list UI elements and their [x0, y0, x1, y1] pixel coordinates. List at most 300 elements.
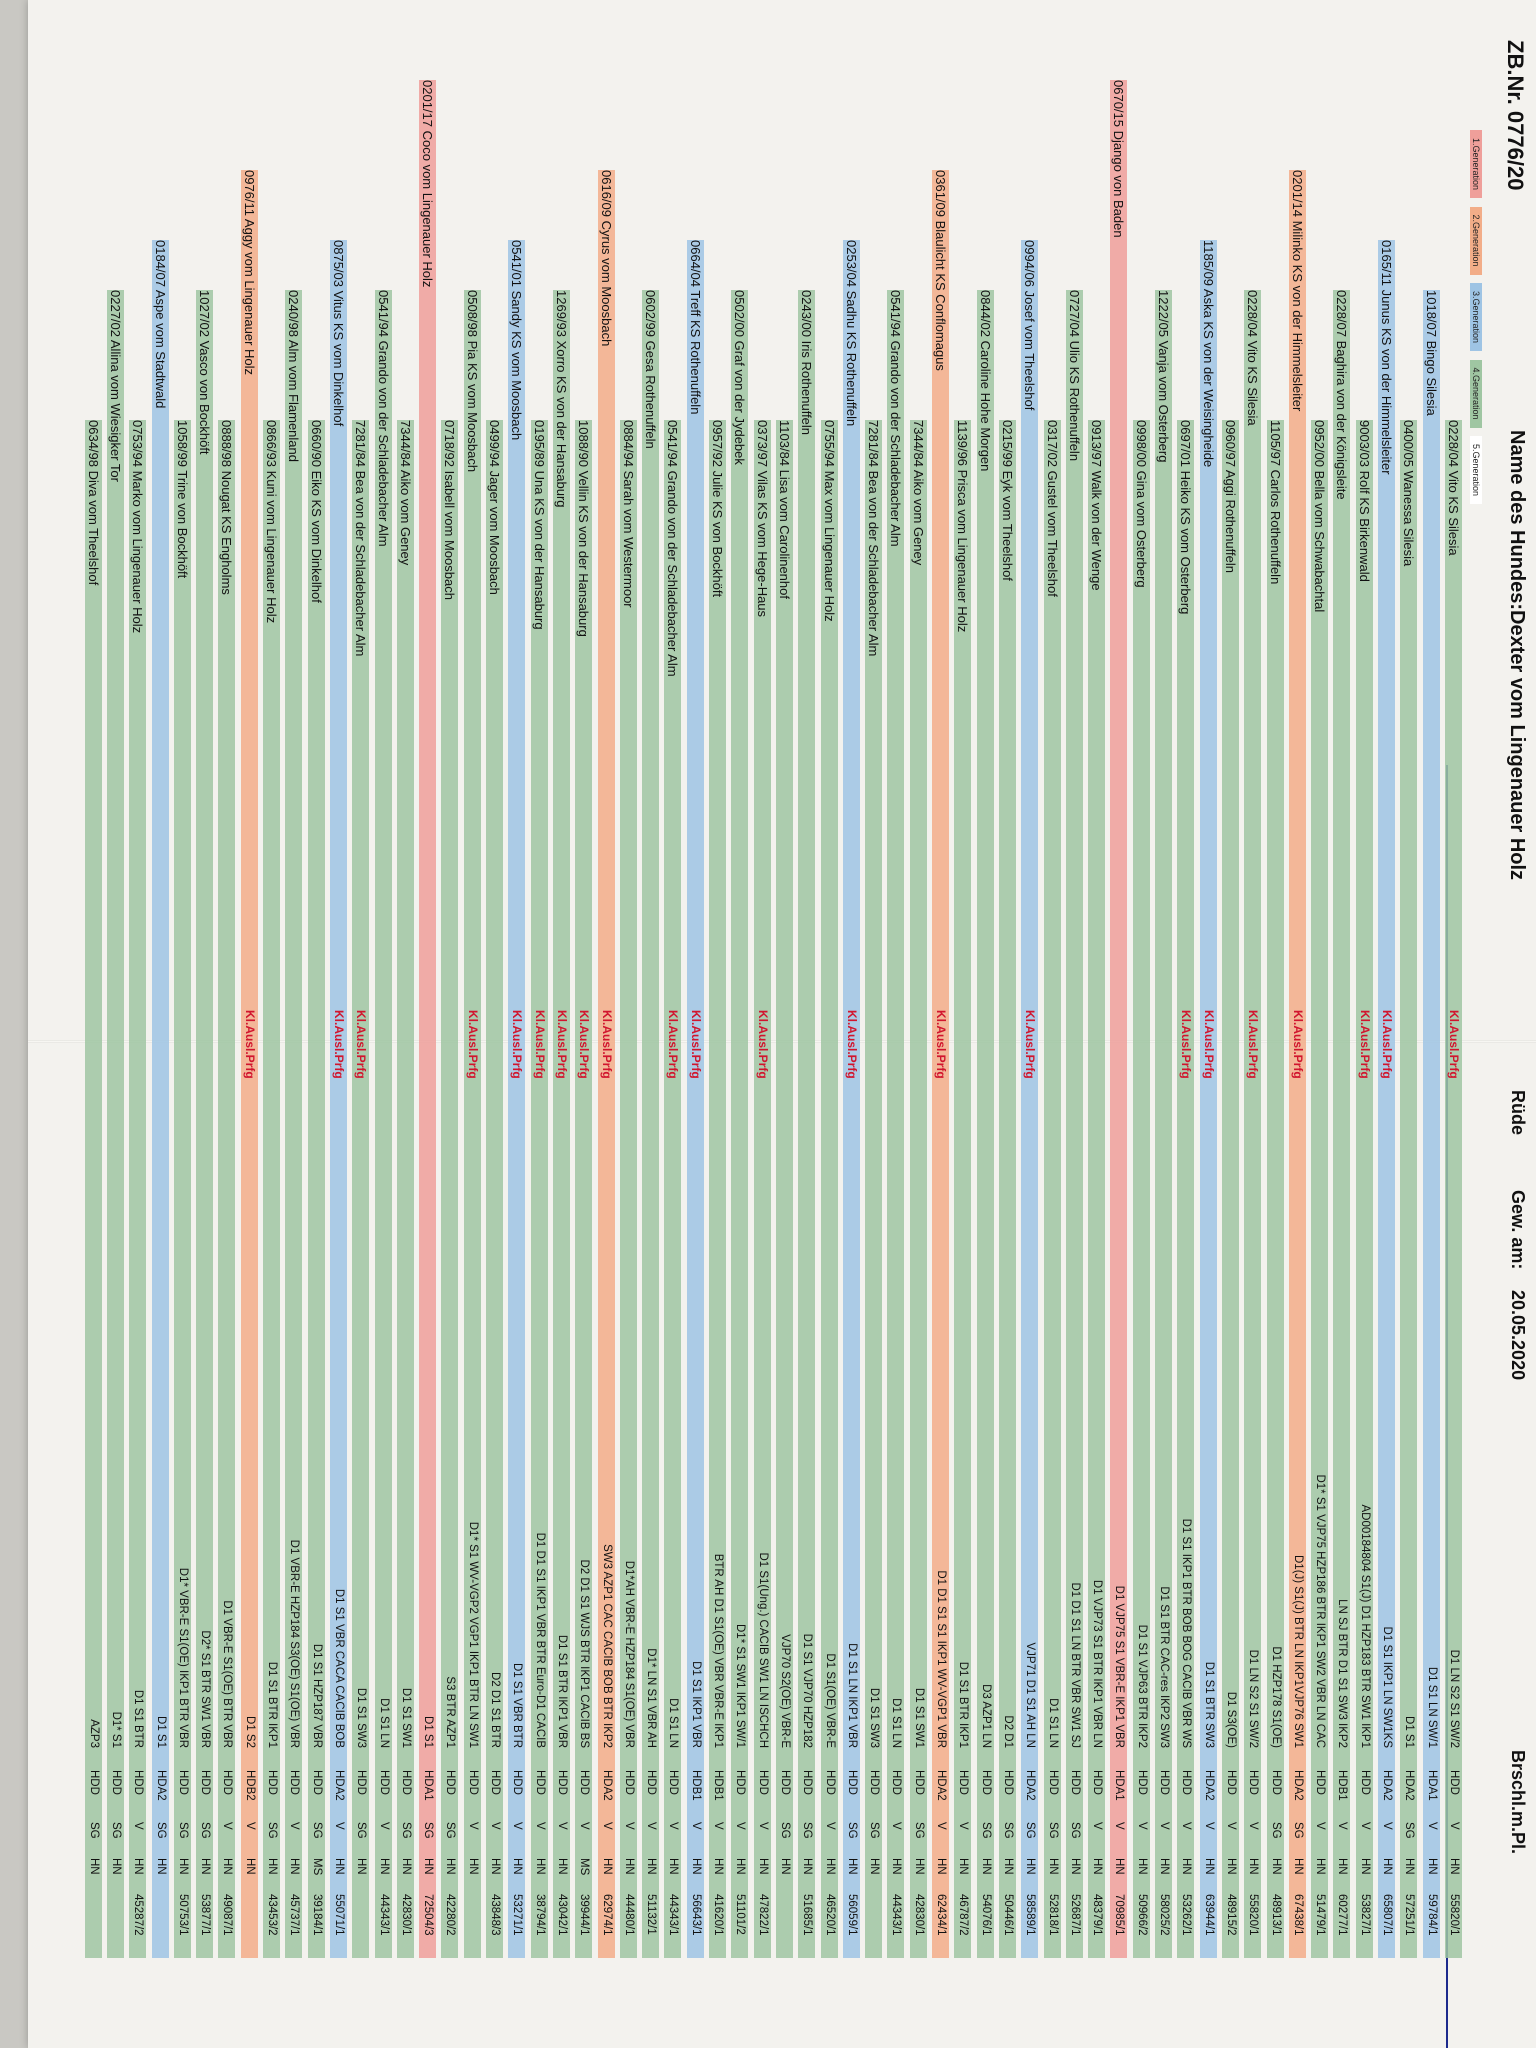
coat-code: HN — [1314, 1858, 1327, 1875]
coat-code: HN — [779, 1858, 791, 1875]
hd-grade: HDA2 — [935, 1770, 948, 1801]
dog-entry-name: 0201/17 Coco vom Lingenauer Holz — [420, 80, 436, 288]
sg-number: 50753/1 — [176, 1894, 189, 1936]
sg-number: 44480/1 — [622, 1894, 635, 1936]
pedigree-row — [996, 0, 1018, 2048]
sg-number: 44343/1 — [377, 1894, 390, 1936]
results: D1 S1(OE) VBR-E — [823, 1653, 836, 1748]
dog-entry-name: 0541/01 Sandy KS vom Moosbach — [509, 240, 525, 441]
coat-code: HN — [1180, 1858, 1193, 1875]
generation-legend — [1472, 130, 1486, 508]
pedigree-row — [1308, 0, 1330, 2048]
pruefung-mark: Kl.Ausl.Prfg — [532, 1010, 547, 1079]
form-grade: SG — [1046, 1822, 1059, 1839]
sg-number: 42830/1 — [399, 1894, 412, 1936]
coat-code: HN — [1425, 1858, 1438, 1875]
results: D2* S1 BTR SW1 VBR — [199, 1630, 212, 1748]
dog-entry-name: 0866/93 Kuni vom Lingenauer Holz — [264, 420, 280, 624]
hd-grade: HDA2 — [154, 1770, 167, 1801]
coat-code: HN — [221, 1858, 234, 1875]
sg-number: 42280/2 — [444, 1894, 457, 1936]
sg-number: 67438/1 — [1291, 1894, 1304, 1936]
coat-code: HN — [1247, 1858, 1260, 1875]
results: D2 D1 — [1002, 1715, 1014, 1748]
hd-grade: HDB1 — [1336, 1770, 1349, 1801]
pedigree-row — [728, 0, 750, 2048]
coat-code: HN — [466, 1858, 479, 1875]
hd-grade: HDA2 — [1381, 1770, 1394, 1801]
pedigree-row — [372, 0, 394, 2048]
coat-code: HN — [333, 1858, 345, 1875]
coat-code: HN — [266, 1858, 279, 1875]
pedigree-row — [595, 0, 617, 2048]
pedigree-row — [1041, 0, 1063, 2048]
sg-number: 53877/1 — [199, 1894, 212, 1936]
sg-number: 49087/1 — [221, 1894, 234, 1936]
dog-entry-name: 0957/92 Julie KS von Bockhöft — [710, 420, 726, 598]
results: D3 AZP1 LN — [979, 1684, 992, 1748]
results: D1 S1 SW3 — [868, 1687, 881, 1748]
pruefung-mark: Kl.Ausl.Prfg — [242, 1010, 257, 1079]
dog-entry-name: 0400/05 Wanessa Silesia — [1401, 420, 1417, 567]
coat-code: HN — [489, 1858, 502, 1875]
form-grade: SG — [422, 1822, 435, 1839]
coat-code: HN — [890, 1858, 903, 1875]
hd-grade: HDD — [645, 1770, 658, 1795]
sg-number: 56643/1 — [689, 1894, 702, 1936]
results: D1 S1 LN SW/1 — [1425, 1666, 1438, 1748]
coat-code: HN — [154, 1858, 167, 1875]
results: D1 S1 SW1 — [912, 1687, 925, 1748]
dog-entry-name: 0215/99 Eyk vom Theelshof — [1000, 420, 1015, 581]
results: D1 S2 — [243, 1716, 256, 1748]
sg-number: 55071/1 — [333, 1894, 345, 1936]
pedigree-row — [1264, 0, 1286, 2048]
dog-entry-name: 0361/09 Blaulicht KS Conflomagus — [933, 170, 949, 371]
form-grade: V — [1425, 1822, 1438, 1830]
form-grade: V — [221, 1822, 234, 1830]
sg-number: 48913/1 — [1269, 1894, 1282, 1936]
sg-number: 48915/2 — [1225, 1894, 1237, 1936]
coat-code: HN — [444, 1858, 457, 1875]
form-grade: V — [935, 1822, 948, 1830]
sg-number: 53827/1 — [1358, 1894, 1371, 1936]
sg-number: 38794/1 — [533, 1894, 546, 1936]
pedigree-row — [974, 0, 996, 2048]
results: D1 S1 VJP63 BTR IKP2 — [1135, 1624, 1148, 1748]
form-grade: SG — [266, 1822, 279, 1839]
sg-number: 72504/3 — [422, 1894, 435, 1936]
form-grade: SG — [199, 1822, 212, 1839]
results: D1 S1 — [1403, 1716, 1416, 1748]
pedigree-row — [751, 0, 773, 2048]
form-grade: V — [957, 1822, 970, 1830]
form-grade: SG — [154, 1822, 167, 1839]
pruefung-mark: Kl.Ausl.Prfg — [666, 1010, 681, 1079]
form-grade: SG — [1024, 1822, 1037, 1839]
pedigree-row — [416, 0, 438, 2048]
hd-grade: HDD — [1068, 1770, 1081, 1795]
coat-code: HN — [622, 1858, 635, 1875]
coat-code: HN — [110, 1858, 122, 1875]
results: D1 S1 BTR SW3 — [1202, 1661, 1215, 1748]
results: D1 D1 S1 IKP1 VBR BTR Euro-D1 CACIB — [533, 1532, 546, 1748]
results: D1 S1 LN IKP1 VBR — [845, 1643, 858, 1748]
form-grade: V — [132, 1822, 145, 1830]
results: D1* LN S1 VBR AH — [645, 1648, 658, 1748]
pruefung-mark: Kl.Ausl.Prfg — [1201, 1010, 1216, 1079]
pruefung-mark: Kl.Ausl.Prfg — [688, 1010, 703, 1079]
coat-code: HN — [689, 1858, 702, 1875]
dog-entry-name: 0240/98 Alm vom Flamenland — [286, 290, 302, 462]
coat-code: HN — [1202, 1858, 1215, 1875]
dog-entry-name: 9003/03 Rolf KS Birkenwald — [1356, 420, 1372, 582]
pedigree-row — [149, 0, 171, 2048]
results: D1 S1 IKP1 LN SW1KS — [1381, 1626, 1394, 1748]
pruefung-mark: Kl.Ausl.Prfg — [555, 1010, 569, 1079]
form-grade: V — [756, 1822, 769, 1830]
dog-entry-name: 1139/96 Prisca vom Lingenauer Holz — [955, 420, 971, 633]
form-grade: V — [1225, 1822, 1237, 1830]
pedigree-row — [1331, 0, 1353, 2048]
pedigree-row — [773, 0, 795, 2048]
form-grade: V — [578, 1822, 591, 1830]
hd-grade: HDA2 — [1291, 1770, 1304, 1801]
dog-entry-name: 0243/00 Iris Rothenuffeln — [799, 290, 815, 436]
sg-number: 50966/2 — [1135, 1894, 1148, 1936]
hd-grade: HDD — [444, 1770, 457, 1795]
dog-entry-name: 0994/06 Josef vom Theelshof — [1022, 240, 1038, 411]
dog-entry-name: 0541/94 Grando von der Schladebacher Alm — [375, 290, 391, 547]
hd-grade: HDD — [1269, 1770, 1282, 1795]
coat-code: HN — [377, 1858, 390, 1875]
form-grade: V — [734, 1822, 747, 1830]
sg-number: 51685/1 — [801, 1894, 814, 1936]
form-grade: SG — [979, 1822, 992, 1839]
form-grade: V — [243, 1822, 256, 1830]
coat-code: HN — [132, 1858, 145, 1875]
results: D1 S1 SW1 — [399, 1687, 412, 1748]
results: D1 LN S2 S1 SW/2 — [1247, 1649, 1260, 1748]
results: D1 S1 LN — [1046, 1698, 1059, 1748]
dog-entry-name: 0976/11 Aggy vom Lingenauer Holz — [241, 170, 257, 376]
legend-gen2: 2.Generation — [1470, 207, 1482, 275]
pedigree-row — [885, 0, 907, 2048]
coat-code: HN — [1135, 1858, 1148, 1875]
legend-gen5: 5.Generation — [1470, 436, 1482, 504]
hd-grade: HDD — [399, 1770, 412, 1795]
coat-code: HN — [1158, 1858, 1171, 1875]
sg-number: 57251/1 — [1403, 1894, 1416, 1936]
hd-grade: HDD — [667, 1770, 680, 1795]
results: D1 S1 SW3 — [355, 1687, 368, 1748]
pruefung-mark: Kl.Ausl.Prfg — [577, 1010, 592, 1079]
dog-entry-name: 1105/97 Carlos Rothenuffeln — [1267, 420, 1283, 585]
sg-number: 55820/1 — [1247, 1894, 1260, 1936]
legend-gen3: 3.Generation — [1470, 283, 1482, 351]
hd-grade: HDD — [868, 1770, 881, 1795]
results: VJP70 S2(OE) VBR-E — [779, 1634, 791, 1748]
coat-code: HN — [399, 1858, 412, 1875]
pedigree-row — [82, 0, 104, 2048]
hd-grade: HDD — [310, 1770, 323, 1795]
pedigree-row — [662, 0, 684, 2048]
form-grade: SG — [1291, 1822, 1304, 1839]
sg-number: 45737/1 — [288, 1894, 301, 1936]
dog-entry-name: 0616/09 Cyrus vom Moosbach — [598, 170, 614, 347]
form-grade: V — [600, 1822, 613, 1830]
results: SW3 AZP1 CAC CACIB BOB BTR IKP2 — [600, 1544, 613, 1748]
results: D1 S1 VBR CACA CACIB BOB — [333, 1588, 345, 1748]
coat-code: HN — [1046, 1858, 1059, 1875]
results: D1 VJP73 S1 BTR IKP1 VBR LN — [1091, 1579, 1104, 1748]
pedigree-sheet — [28, 0, 1536, 2048]
dog-entry-name: 0541/94 Grando von der Schladebacher Alm — [665, 420, 681, 677]
legend-gen4: 4.Generation — [1470, 360, 1482, 428]
pruefung-mark: Kl.Ausl.Prfg — [1023, 1010, 1038, 1079]
hd-grade: HDA2 — [600, 1770, 613, 1801]
hd-grade: HDD — [288, 1770, 301, 1795]
dog-entry-name: 1103/84 Lisa vom Carolinenhof — [777, 420, 792, 599]
dog-entry-name: 0755/94 Max vom Lingenauer Holz — [821, 420, 837, 622]
coat-code: HN — [199, 1858, 212, 1875]
hd-grade: HDD — [176, 1770, 189, 1795]
coat-color: Brschl.m.Pl. — [1508, 1750, 1528, 1855]
form-grade: SG — [1269, 1822, 1282, 1839]
results: D1(J) S1(J) BTR LN IKP1VJP76 SW1 — [1291, 1555, 1304, 1748]
hd-grade: HDD — [845, 1770, 858, 1795]
form-grade: V — [1202, 1822, 1215, 1830]
form-grade: SG — [399, 1822, 412, 1839]
hd-grade: HDD — [1002, 1770, 1014, 1795]
sg-number: 58589/1 — [1024, 1894, 1037, 1936]
coat-code: HN — [176, 1858, 189, 1875]
form-grade: V — [1448, 1822, 1460, 1830]
pedigree-row — [1197, 0, 1219, 2048]
results: D1 S1 IKP1 BTR BOB BOG CACIB VBR WS — [1180, 1518, 1193, 1748]
sg-number: 51132/1 — [645, 1894, 658, 1935]
sg-number: 65807/1 — [1381, 1894, 1394, 1936]
coat-code: HN — [288, 1858, 301, 1875]
sg-number: 39184/1 — [310, 1894, 323, 1936]
pedigree-row — [1241, 0, 1263, 2048]
hd-grade: HDD — [734, 1770, 747, 1795]
coat-code: HN — [979, 1858, 992, 1875]
generation-bar — [152, 240, 169, 1958]
results: D1 S1 VJP70 HZP182 — [801, 1633, 814, 1748]
pedigree-row — [104, 0, 126, 2048]
dog-entry-name: 0998/00 Gina vom Osterberg — [1133, 420, 1149, 588]
pedigree-row — [639, 0, 661, 2048]
results: D1 S3(OE) — [1225, 1691, 1237, 1748]
pedigree-row — [216, 0, 238, 2048]
sex: Rüde — [1508, 1090, 1528, 1135]
form-grade: SG — [110, 1822, 122, 1839]
dog-entry-name: 0727/04 Ulio KS Rothenuffeln — [1066, 290, 1082, 462]
coat-code: MS — [310, 1858, 323, 1876]
results: D1 S1 BTR CAC-res IKP2 SW3 — [1158, 1586, 1171, 1748]
dog-entry-name: 0718/92 Isabell vom Moosbach — [442, 420, 458, 600]
coat-code: HN — [600, 1858, 613, 1875]
pedigree-row — [1152, 0, 1174, 2048]
form-grade: V — [333, 1822, 345, 1830]
dog-entry-name: 0184/07 Aspe vom Stadtwald — [152, 240, 168, 409]
sg-number: 42830/1 — [912, 1894, 925, 1936]
sg-number: 47822/1 — [756, 1894, 769, 1936]
sg-number: 43042/1 — [556, 1894, 568, 1936]
pedigree-row — [795, 0, 817, 2048]
hd-grade: HDD — [1135, 1770, 1148, 1795]
pruefung-mark: Kl.Ausl.Prfg — [844, 1010, 859, 1079]
coat-code: HN — [87, 1858, 100, 1875]
sg-number: 39944/1 — [578, 1894, 591, 1936]
form-grade: V — [1358, 1822, 1371, 1830]
hd-grade: HDD — [489, 1770, 502, 1795]
form-grade: SG — [310, 1822, 323, 1839]
sg-number: 55820/1 — [1448, 1894, 1460, 1936]
dog-entry-name: 0913/97 Walk von der Wenge — [1089, 420, 1105, 591]
pedigree-row — [840, 0, 862, 2048]
pedigree-row — [862, 0, 884, 2048]
results: D2 D1 S1 WJS BTR IKP1 CACIB BS — [578, 1559, 591, 1748]
dog-entry-name: 0317/02 Gustel vom Theelshof — [1044, 420, 1060, 597]
form-grade: V — [533, 1822, 546, 1830]
dog-entry-name: 7344/84 Aiko vom Geney — [910, 420, 926, 566]
results: D1 LN S2 S1 SW/2 — [1448, 1649, 1460, 1748]
sg-number: 46520/1 — [823, 1894, 836, 1936]
pedigree-row — [907, 0, 929, 2048]
pruefung-mark: Kl.Ausl.Prfg — [465, 1010, 480, 1079]
coat-code: HN — [645, 1858, 658, 1875]
form-grade: V — [489, 1822, 502, 1830]
pedigree-row — [1130, 0, 1152, 2048]
coat-code: HN — [1381, 1858, 1394, 1875]
hd-grade: HDD — [199, 1770, 212, 1795]
pedigree-row — [1442, 0, 1464, 2048]
coat-code: HN — [533, 1858, 546, 1875]
form-grade: SG — [868, 1822, 881, 1839]
form-grade: V — [1158, 1822, 1171, 1830]
coat-code: HN — [1225, 1858, 1237, 1875]
pedigree-row — [193, 0, 215, 2048]
pruefung-mark: Kl.Ausl.Prfg — [599, 1010, 614, 1079]
results: D1* S1 WV-VGP2 VGP1 IKP1 BTR LN SW1 — [466, 1521, 479, 1748]
coat-code: HN — [667, 1858, 680, 1875]
pedigree-row — [929, 0, 951, 2048]
form-grade: SG — [779, 1822, 791, 1839]
hd-grade: HDD — [578, 1770, 591, 1795]
dog-entry-name: 0228/07 Baghira von der Königsleite — [1334, 290, 1350, 500]
sg-number: 56059/1 — [845, 1894, 858, 1936]
coat-code: HN — [1024, 1858, 1037, 1875]
hd-grade: HDD — [1225, 1770, 1237, 1795]
hd-grade: HDA1 — [1425, 1770, 1438, 1801]
dog-entry-name: 0888/98 Nougat KS Engholms — [219, 420, 235, 595]
dog-entry-name: 0634/98 Diva vom Theelshof — [85, 420, 101, 586]
pedigree-row — [1108, 0, 1130, 2048]
results: D2 D1 S1 BTR — [489, 1671, 502, 1748]
hd-grade: HDB1 — [689, 1770, 702, 1801]
coat-code: HN — [845, 1858, 858, 1875]
results: D1 S1 — [422, 1716, 435, 1748]
coat-code: HN — [1269, 1858, 1282, 1875]
form-grade: V — [466, 1822, 479, 1830]
results: D1 S1 LN — [890, 1698, 903, 1748]
pedigree-row — [483, 0, 505, 2048]
results: D1 VBR-E HZP184 S3(OE) S1(OE) VBR — [288, 1539, 301, 1748]
dog-entry-name: 0508/98 Pia KS vom Moosbach — [464, 290, 480, 473]
form-grade: SG — [845, 1822, 858, 1839]
form-grade: V — [1247, 1822, 1260, 1830]
hd-grade: HDD — [756, 1770, 769, 1795]
hd-grade: HDD — [533, 1770, 546, 1795]
form-grade: V — [823, 1822, 836, 1830]
dog-entry-name: 1222/05 Vanja vom Osterberg — [1156, 290, 1172, 463]
sg-number: 58025/2 — [1158, 1894, 1171, 1936]
coat-code: HN — [712, 1858, 725, 1875]
pruefung-mark: Kl.Ausl.Prfg — [1380, 1010, 1395, 1079]
form-grade: V — [377, 1822, 390, 1830]
hd-grade: HDD — [511, 1770, 524, 1795]
coat-code: HN — [1091, 1858, 1104, 1875]
results: AD00184804 S1(J) D1 HZP183 BTR SW1 IKP1 — [1358, 1504, 1371, 1748]
coat-code: HN — [1403, 1858, 1416, 1875]
sg-number: 53262/1 — [1180, 1894, 1193, 1936]
hd-grade: HDD — [556, 1770, 568, 1795]
pedigree-row — [617, 0, 639, 2048]
results: D1* VBR-E S1(OE) IKP1 BTR VBR — [176, 1567, 189, 1748]
dog-entry-name: 0670/15 Django von Baden — [1111, 80, 1127, 238]
results: D1* S1 VJP75 HZP186 BTR IKP1 SW2 VBR LN CAC — [1314, 1474, 1327, 1748]
results: D1 D1 S1 S1 IKP1 WV-VGP1 VBR — [935, 1570, 948, 1748]
coat-code: HN — [957, 1858, 970, 1875]
coat-code: HN — [1336, 1858, 1349, 1875]
coat-code: HN — [801, 1858, 814, 1875]
hd-grade: HDD — [466, 1770, 479, 1795]
dog-entry-name: 0253/04 Sadhu KS Rothenuffeln — [843, 240, 859, 427]
form-grade: SG — [87, 1822, 100, 1839]
results: D1 VBR-E S1(OE) BTR VBR — [221, 1600, 234, 1748]
hd-grade: HDD — [912, 1770, 925, 1795]
sg-number: 62434/1 — [935, 1894, 948, 1936]
hd-grade: HDB1 — [712, 1770, 725, 1801]
pruefung-mark: Kl.Ausl.Prfg — [1246, 1010, 1261, 1079]
dog-entry-name: 0195/89 Una KS von der Hansaburg — [531, 420, 547, 630]
results: D1 S1 BTR — [132, 1689, 145, 1748]
results: D1 S1(Ung.) CACIB SW1 LN ISCHCH — [756, 1552, 769, 1748]
results: VJP71 D1 S1 AH LN — [1024, 1642, 1037, 1748]
coat-code: HN — [868, 1858, 881, 1875]
results: D1 S1 — [154, 1716, 167, 1748]
dog-entry-name: 0697/01 Heiko KS vom Osterberg — [1178, 420, 1194, 615]
coat-code: HN — [243, 1858, 256, 1875]
form-grade: V — [1135, 1822, 1148, 1830]
pruefung-mark: Kl.Ausl.Prfg — [1357, 1010, 1372, 1079]
form-grade: V — [1381, 1822, 1394, 1830]
dog-entry-name: 1088/90 Vellin KS von der Hansaburg — [576, 420, 592, 637]
form-grade: V — [1180, 1822, 1193, 1830]
pedigree-row — [171, 0, 193, 2048]
dog-entry-name: 0844/02 Caroline Hohe Morgen — [977, 290, 993, 472]
sg-number: 59784/1 — [1425, 1894, 1438, 1936]
dog-entry-name: 0228/04 Vito KS Silesia — [1245, 290, 1261, 426]
hd-grade: HDD — [377, 1770, 390, 1795]
form-grade: V — [556, 1822, 568, 1830]
pedigree-row — [706, 0, 728, 2048]
results: AZP3 — [87, 1719, 100, 1748]
hd-grade: HDD — [622, 1770, 635, 1795]
pedigree-row — [1018, 0, 1040, 2048]
